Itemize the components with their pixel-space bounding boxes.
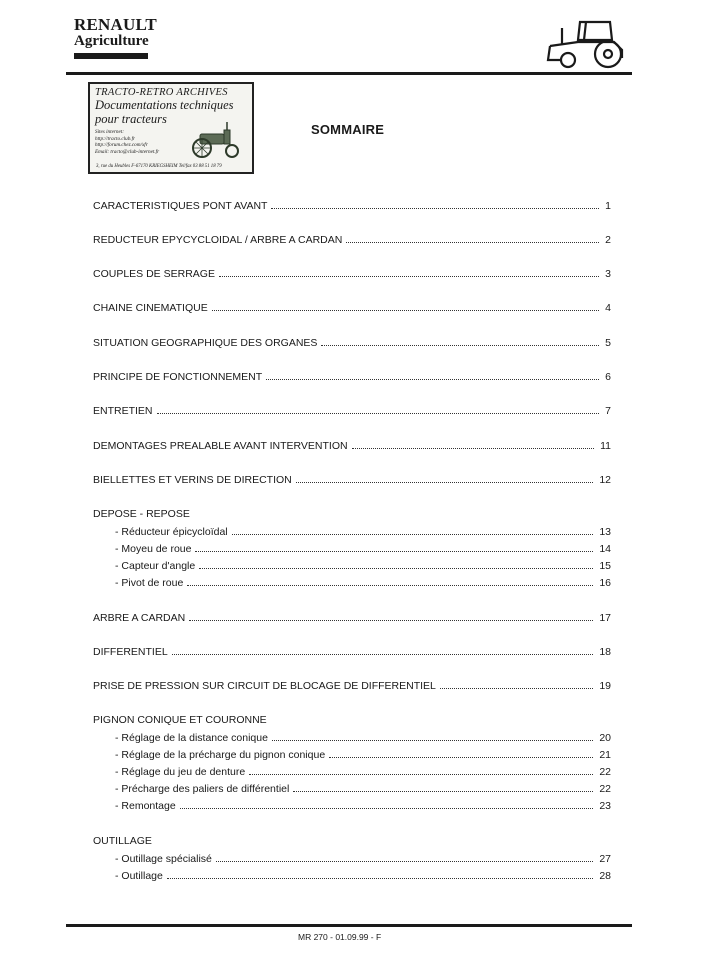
toc-leader xyxy=(216,861,593,862)
toc-page: 4 xyxy=(605,302,611,314)
toc-page: 2 xyxy=(605,234,611,246)
toc-entry-pignon-precharge xyxy=(115,749,611,763)
footer-rule xyxy=(66,924,632,927)
toc-section-outillage: OUTILLAGE xyxy=(93,835,152,847)
toc-section-pignon: PIGNON CONIQUE ET COURONNE xyxy=(93,714,267,726)
toc-entry-differentiel xyxy=(93,646,611,660)
tractor-icon xyxy=(540,16,630,72)
toc-label: DIFFERENTIEL xyxy=(93,646,168,658)
toc-entry-chaine xyxy=(93,302,611,316)
toc-page: 16 xyxy=(599,577,611,589)
stamp-email: Email: tracto@club-internet.fr xyxy=(95,148,160,155)
stamp-site1: http://tracto.club.fr xyxy=(95,135,136,142)
toc-label: CHAINE CINEMATIQUE xyxy=(93,302,208,314)
toc-entry-depose-capteur xyxy=(115,560,611,574)
toc-entry-arbre xyxy=(93,612,611,626)
stamp-site2: http://forum.chez.com/xfr xyxy=(95,142,148,149)
brand-line1: RENAULT xyxy=(74,15,157,34)
stamp-contact xyxy=(95,129,190,155)
brand-line2: Agriculture xyxy=(74,33,149,49)
toc-label: - Capteur d'angle xyxy=(115,560,196,572)
brand-underline xyxy=(74,53,148,59)
toc-entry-principe xyxy=(93,371,611,385)
toc-entry-depose-reducteur xyxy=(115,526,611,540)
toc-page: 7 xyxy=(605,405,611,417)
vintage-tractor-icon xyxy=(186,120,246,160)
toc-entry-pignon-paliers xyxy=(115,783,611,797)
toc-page: 27 xyxy=(599,853,611,865)
toc-label: - Outillage xyxy=(115,870,163,882)
toc-entry-outillage xyxy=(115,870,611,884)
header-rule xyxy=(66,72,632,75)
toc-label: ENTRETIEN xyxy=(93,405,153,417)
toc-page: 3 xyxy=(605,268,611,280)
toc-leader xyxy=(195,551,593,552)
toc-page: 14 xyxy=(599,543,611,555)
toc-leader xyxy=(189,620,593,621)
toc-page: 22 xyxy=(599,766,611,778)
toc-leader xyxy=(212,310,599,311)
brand-logo xyxy=(74,16,157,49)
toc-label: - Outillage spécialisé xyxy=(115,853,212,865)
toc-label: SITUATION GEOGRAPHIQUE DES ORGANES xyxy=(93,337,318,349)
toc-page: 6 xyxy=(605,371,611,383)
toc-leader xyxy=(266,379,599,380)
toc-label: - Précharge des paliers de différentiel xyxy=(115,783,290,795)
toc-leader xyxy=(232,534,594,535)
toc-label: - Moyeu de roue xyxy=(115,543,192,555)
toc-leader xyxy=(172,654,594,655)
toc-label: - Réducteur épicycloïdal xyxy=(115,526,228,538)
toc-page: 1 xyxy=(605,200,611,212)
toc-leader xyxy=(249,774,593,775)
toc-page: 17 xyxy=(599,612,611,624)
toc-leader xyxy=(346,242,599,243)
toc-leader xyxy=(329,757,593,758)
toc-label: COUPLES DE SERRAGE xyxy=(93,268,215,280)
toc-page: 12 xyxy=(599,474,611,486)
toc-entry-pignon-distance xyxy=(115,732,611,746)
archive-stamp xyxy=(88,82,254,174)
toc-leader xyxy=(440,688,593,689)
toc-leader xyxy=(157,413,600,414)
toc-leader xyxy=(199,568,593,569)
toc-entry-biellettes xyxy=(93,474,611,488)
toc-entry-demontages xyxy=(93,440,611,454)
stamp-line3: pour tracteurs xyxy=(95,112,167,127)
toc-label: ARBRE A CARDAN xyxy=(93,612,186,624)
toc-section-depose: DEPOSE - REPOSE xyxy=(93,508,190,520)
toc-entry-reducteur xyxy=(93,234,611,248)
toc-label: CARACTERISTIQUES PONT AVANT xyxy=(93,200,268,212)
toc-leader xyxy=(219,276,599,277)
toc-label: BIELLETTES ET VERINS DE DIRECTION xyxy=(93,474,292,486)
toc-page: 13 xyxy=(599,526,611,538)
toc-page: 20 xyxy=(599,732,611,744)
stamp-line1: TRACTO-RETRO ARCHIVES xyxy=(95,87,228,98)
toc-entry-situation xyxy=(93,337,611,351)
toc-page: 21 xyxy=(599,749,611,761)
stamp-sites-label: Sites internet: xyxy=(95,129,124,136)
toc-entry-pignon-jeu xyxy=(115,766,611,780)
toc-leader xyxy=(321,345,599,346)
toc-page: 28 xyxy=(599,870,611,882)
toc-page: 5 xyxy=(605,337,611,349)
toc-label: - Réglage de la précharge du pignon conique xyxy=(115,749,326,761)
toc-page: 15 xyxy=(599,560,611,572)
page-title: SOMMAIRE xyxy=(311,122,385,137)
toc-label: - Remontage xyxy=(115,800,176,812)
toc-label: REDUCTEUR EPYCYCLOIDAL / ARBRE A CARDAN xyxy=(93,234,343,246)
toc-page: 23 xyxy=(599,800,611,812)
stamp-address: 3, rue du Heubles F-67170 KRIEGSHEIM Tel/fax 03 88 51 18 79 xyxy=(96,164,222,169)
toc-leader xyxy=(180,808,594,809)
toc-entry-prise xyxy=(93,680,611,694)
toc-entry-depose-pivot xyxy=(115,577,611,591)
toc-leader xyxy=(296,482,594,483)
toc-page: 11 xyxy=(600,440,611,452)
toc-entry-depose-moyeu xyxy=(115,543,611,557)
toc-leader xyxy=(272,740,593,741)
footer-reference: MR 270 - 01.09.99 - F xyxy=(298,932,382,942)
toc-entry-couples xyxy=(93,268,611,282)
toc-entry-pignon-remontage xyxy=(115,800,611,814)
toc-page: 18 xyxy=(599,646,611,658)
toc-label: - Réglage de la distance conique xyxy=(115,732,268,744)
toc-leader xyxy=(352,448,595,449)
toc-label: DEMONTAGES PREALABLE AVANT INTERVENTION xyxy=(93,440,348,452)
toc-leader xyxy=(167,878,593,879)
stamp-line2: Documentations techniques xyxy=(95,98,234,112)
toc-label: - Pivot de roue xyxy=(115,577,184,589)
toc-label: PRISE DE PRESSION SUR CIRCUIT DE BLOCAGE DE DIFFERENTIEL xyxy=(93,680,436,692)
toc-label: PRINCIPE DE FONCTIONNEMENT xyxy=(93,371,263,383)
toc-leader xyxy=(271,208,599,209)
toc-page: 19 xyxy=(599,680,611,692)
toc-label: - Réglage du jeu de denture xyxy=(115,766,246,778)
toc-entry-entretien xyxy=(93,405,611,419)
toc-leader xyxy=(293,791,593,792)
toc-entry-outillage-specialise xyxy=(115,853,611,867)
toc-page: 22 xyxy=(599,783,611,795)
toc-entry-caracteristiques xyxy=(93,200,611,214)
toc-leader xyxy=(187,585,593,586)
